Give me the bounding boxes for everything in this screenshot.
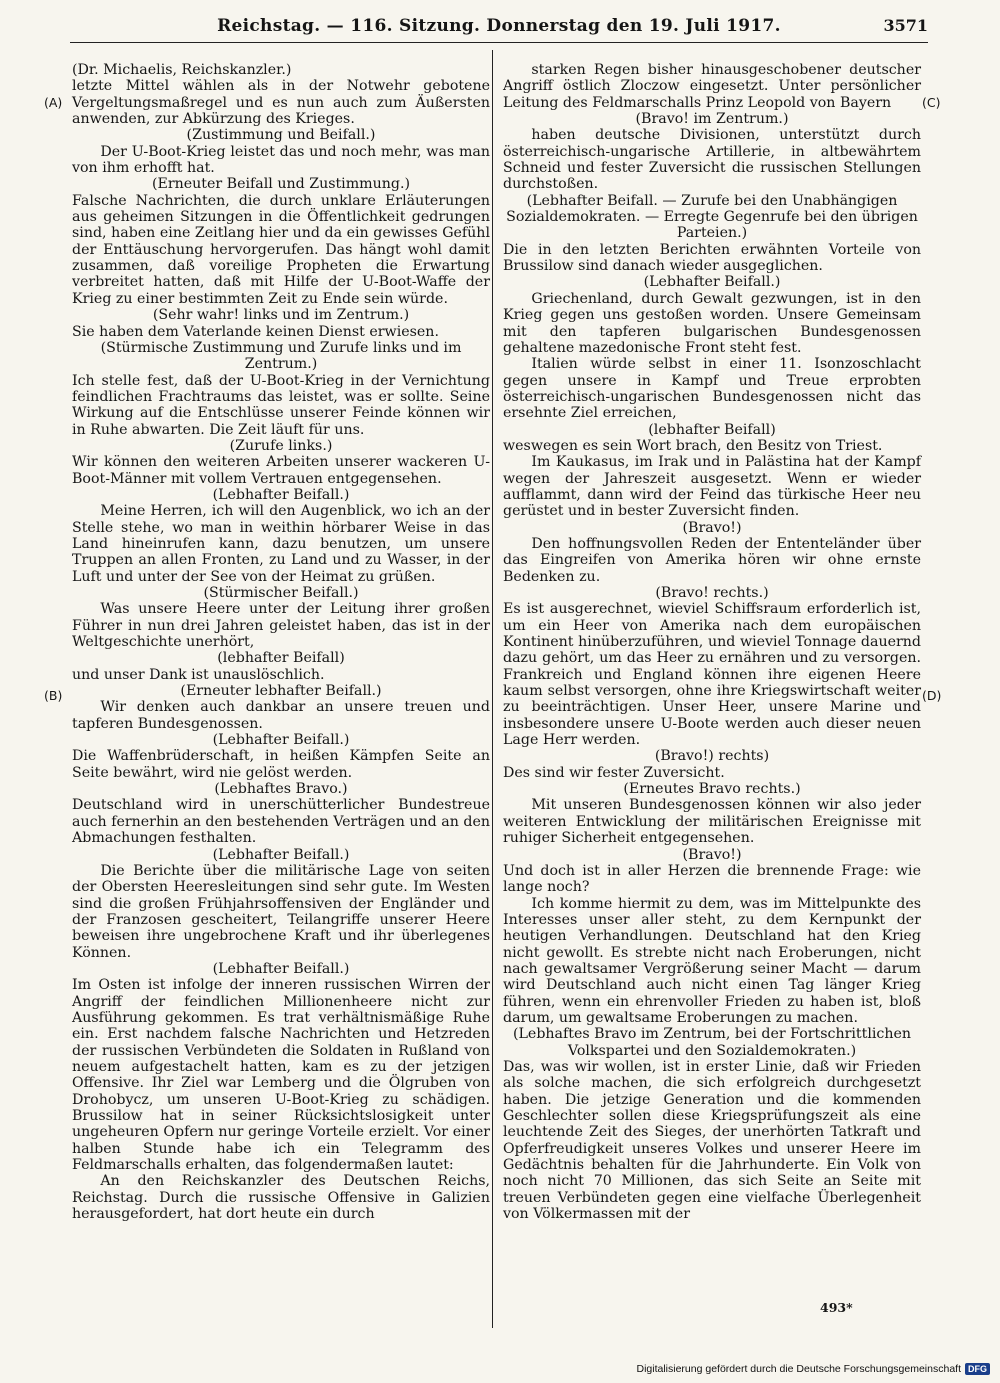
paragraph: Ich stelle fest, daß der U-Boot-Krieg in der Vernichtung feindlichen Frachtraums das leistet, was er sollte. Seine Wirkung auf die Entschlüsse unserer Feinde können wir in Ruhe abwarten. Die Zeit läuft für uns. xyxy=(72,372,490,438)
paragraph: Wir können den weiteren Arbeiten unserer wackeren U-Boot-Männer mit vollem Vertrauen entgegensehen. xyxy=(72,454,490,487)
interjection: (Bravo!) xyxy=(682,846,742,863)
paragraph: Was unsere Heere unter der Leitung ihrer großen Führer in nun drei Jahren geleistet haben, das ist in der Weltgeschichte unerhört, xyxy=(72,601,490,651)
paragraph: Im Osten ist infolge der inneren russischen Wirren der Angriff der feindlichen Millionenheere nicht zur Ausführung gekommen. Es trat verhältnismäßige Ruhe ein. Erst nachdem falsche Nachrichten und Hetzreden der russischen Verbündeten die Soldaten in Rußland von neuem aufgestachelt hatten, kam es zu der jetzigen Offensive. Ihr Ziel war Lemberg und die Ölgruben von Drohobycz, um unseren U-Boot-Krieg zu schädigen. Brussilow hat in seiner Rücksichtslosigkeit unter ungeheuren Opfern nur geringe Vorteile erzielt. Vor einer halben Stunde habe ich ein Telegramm des Feldmarschalls erhalten, das folgendermaßen lautet: xyxy=(72,977,490,1174)
paragraph: Das, was wir wollen, ist in erster Linie, daß wir Frieden als solche machen, die sich erfolgreich durchgesetzt haben. Die jetzige Generation und die kommenden Geschlechter sollen diese Kriegsprüfungszeit als eine leuchtende Zeit des Sieges, der unerhörten Tatkraft und Opferfreudigkeit unseres Volkes und unserer Heere im Gedächtnis behalten für die Jahrhunderte. Ein Volk von noch nicht 70 Millionen, das sich Seite an Seite mit treuen Verbündeten gegen eine vielfache Überlegenheit von Völkermassen mit der xyxy=(503,1058,921,1223)
paragraph: Ich komme hiermit zu dem, was im Mittelpunkte des Interesses unser aller steht, zu dem Kernpunkt der heutigen Verhandlungen. Deutschland hat den Krieg nicht gewollt. Es strebte nicht nach Eroberungen, nicht nach gewaltsamer Vergrößerung seiner Macht — darum wird Deutschland auch nicht einen Tag länger Krieg führen, wenn ein ehrenvoller Frieden zu haben ist, bloß darum, um gewaltsame Eroberungen zu machen. xyxy=(503,895,921,1026)
paragraph: haben deutsche Divisionen, unterstützt durch österreichisch-ungarische Artillerie, in altbewährtem Schneid und fester Zuversicht die russischen Stellungen durchstoßen. xyxy=(503,127,921,193)
paragraph: Deutschland wird in unerschütterlicher Bundestreue auch fernerhin an den bestehenden Verträgen und an den Abmachungen festhalten. xyxy=(72,797,490,847)
paragraph: Sie haben dem Vaterlande keinen Dienst erwiesen. xyxy=(72,323,439,340)
page-number: 3571 xyxy=(883,16,928,35)
interjection: (Stürmische Zustimmung und Zurufe links und im Zentrum.) xyxy=(100,339,462,373)
left-column xyxy=(72,62,490,1222)
interjection: (Zustimmung und Beifall.) xyxy=(186,127,376,144)
paragraph: Die Berichte über die militärische Lage von seiten der Obersten Heeresleitungen sind sehr gute. Im Westen sind die großen Frühjahrsoffensiven der Engländer und der Franzosen gescheitert, Teilangriffe unserer Heere beweisen ihre ungebrochene Kraft und ihr überlegenes Können. xyxy=(72,862,490,961)
paragraph: Die Waffenbrüderschaft, in heißen Kämpfen Seite an Seite bewährt, wird nie gelöst werden. xyxy=(72,748,490,781)
interjection: (Bravo!) rechts) xyxy=(654,748,770,765)
interjection: (Sehr wahr! links und im Zentrum.) xyxy=(152,307,410,324)
interjection: (Bravo! rechts.) xyxy=(655,585,769,601)
interjection: (Erneuter Beifall und Zustimmung.) xyxy=(151,176,411,193)
interjection: (Lebhafter Beifall.) xyxy=(643,274,781,291)
interjection: (Bravo!) xyxy=(682,519,742,536)
paragraph: Wir denken auch dankbar an unsere treuen und tapferen Bundesgenossen. xyxy=(72,699,490,732)
paragraph: Griechenland, durch Gewalt gezwungen, ist in den Krieg gegen uns gestoßen worden. Unsere Gemeinsam mit den tapferen bulgarischen Bundesgenossen gehaltene mazedonische Front steht fest. xyxy=(503,290,921,356)
footer-text: Digitalisierung gefördert durch die Deutsche Forschungsgemeinschaft xyxy=(636,1363,961,1375)
paragraph: Es ist ausgerechnet, wieviel Schiffsraum erforderlich ist, um ein Heer von Amerika nach dem europäischen Kontinent hinüberzuführen, und wieviel Tonnage dauernd dazu gehört, um das Heer zu ernähren und zu versorgen. Frankreich und England können ihre eigenen Heere kaum selbst versorgen, ohne ihre Kriegswirtschaft weiter zu beeinträchtigen. Unser Heer, unsere Marine und insbesondere unsere U-Boote werden auch dieser neuen Lage Herr werden. xyxy=(503,601,921,749)
margin-mark-d: (D) xyxy=(922,688,942,703)
interjection: (lebhafter Beifall) xyxy=(648,421,776,438)
interjection: (Lebhafter Beifall. — Zurufe bei den Unabhängigen Sozialdemokraten. — Erregte Gegenrufe bei den übrigen Parteien.) xyxy=(506,192,918,242)
paragraph: Mit unseren Bundesgenossen können wir also jeder weiteren Entwicklung der militärischen Ereignisse mit ruhiger Sicherheit entgegensehen. xyxy=(503,797,921,847)
interjection: (Erneutes Bravo rechts.) xyxy=(623,781,801,798)
paragraph: An den Reichskanzler des Deutschen Reichs, Reichstag. Durch die russische Offensive in Galizien herausgefordert, hat dort heute ein durch xyxy=(72,1173,490,1223)
paragraph: Der U-Boot-Krieg leistet das und noch mehr, was man von ihm erhofft hat. xyxy=(72,143,490,177)
paragraph: starken Regen bisher hinausgeschobener deutscher Angriff östlich Zloczow eingesetzt. Unter persönlicher Leitung des Feldmarschalls Prinz Leopold von Bayern xyxy=(503,62,921,111)
paragraph: Des sind wir fester Zuversicht. xyxy=(503,764,725,781)
dfg-logo: DFG xyxy=(965,1363,990,1375)
interjection: (lebhafter Beifall) xyxy=(217,650,345,667)
paragraph: Und doch ist in aller Herzen die brennende Frage: wie lange noch? xyxy=(503,862,921,896)
interjection: (Lebhafter Beifall.) xyxy=(212,960,350,977)
interjection: (Bravo! im Zentrum.) xyxy=(635,111,789,128)
margin-mark-a: (A) xyxy=(44,95,63,110)
page-header xyxy=(70,8,928,43)
paragraph: Meine Herren, ich will den Augenblick, wo ich an der Stelle stehe, wo man in weithin hörbarer Weise in das Land hineinrufen kann, dazu benutzen, um unsere Truppen an allen Fronten, zu Land und zu Wasser, in der Luft und unter der See von der Heimat zu grüßen. xyxy=(72,503,490,585)
paragraph: Italien würde selbst in einer 11. Isonzoschlacht gegen unsere in Kampf und Treue erprobten österreichisch-ungarischen Bundesgenossen nicht das ersehnte Ziel erreichen, xyxy=(503,356,921,422)
column-divider xyxy=(492,50,493,1328)
paragraph: und unser Dank ist unauslöschlich. xyxy=(72,666,325,683)
paragraph: (Dr. Michaelis, Reichskanzler.) xyxy=(72,62,292,78)
paragraph: Im Kaukasus, im Irak und in Palästina hat der Kampf wegen der Jahreszeit ausgesetzt. Wenn er wieder aufflammt, dann wird der Feind das türkische Heer neu gerüstet und in bester Zuversicht finden. xyxy=(503,454,921,520)
paragraph: Den hoffnungsvollen Reden der Ententeländer über das Eingreifen von Amerika hören wir ohne ernste Bedenken zu. xyxy=(503,535,921,585)
right-column xyxy=(503,62,921,1222)
paragraph: weswegen es sein Wort brach, den Besitz von Triest. xyxy=(503,437,883,454)
interjection: (Lebhafter Beifall.) xyxy=(212,732,350,749)
margin-mark-c: (C) xyxy=(922,95,941,110)
margin-mark-b: (B) xyxy=(44,688,63,703)
interjection: (Stürmischer Beifall.) xyxy=(203,585,359,601)
interjection: (Lebhafter Beifall.) xyxy=(212,486,350,503)
paragraph: Falsche Nachrichten, die durch unklare Erläuterungen aus geheimen Sitzungen in die Öffentlichkeit gedrungen sind, haben eine Zeitlang hier und da ein gewisses Gefühl der Enttäuschung hervorgerufen. Das hängt wohl damit zusammen, daß voreilige Propheten die Erwartung verbreitet hatten, daß mit Hilfe der U-Boot-Waffe der Krieg zu einer bestimmten Zeit zu Ende sein würde. xyxy=(72,192,490,307)
interjection: (Erneuter lebhafter Beifall.) xyxy=(180,683,382,700)
interjection: (Lebhaftes Bravo im Zentrum, bei der Fortschrittlichen Volkspartei und den Sozialdemokraten.) xyxy=(512,1026,912,1059)
paragraph: Die in den letzten Berichten erwähnten Vorteile von Brussilow sind danach wieder ausgeglichen. xyxy=(503,241,921,275)
interjection: (Lebhafter Beifall.) xyxy=(212,846,350,863)
footer xyxy=(636,1363,990,1375)
interjection: (Lebhaftes Bravo.) xyxy=(214,781,348,798)
running-title: Reichstag. — 116. Sitzung. Donnerstag den 19. Juli 1917. xyxy=(217,16,781,36)
interjection: (Zurufe links.) xyxy=(229,437,333,454)
signature-mark: 493* xyxy=(820,1300,853,1315)
paragraph: letzte Mittel wählen als in der Notwehr gebotene Vergeltungsmaßregel und es nun auch zum Äußersten anwenden, zur Abkürzung des Krieges. xyxy=(72,78,490,128)
